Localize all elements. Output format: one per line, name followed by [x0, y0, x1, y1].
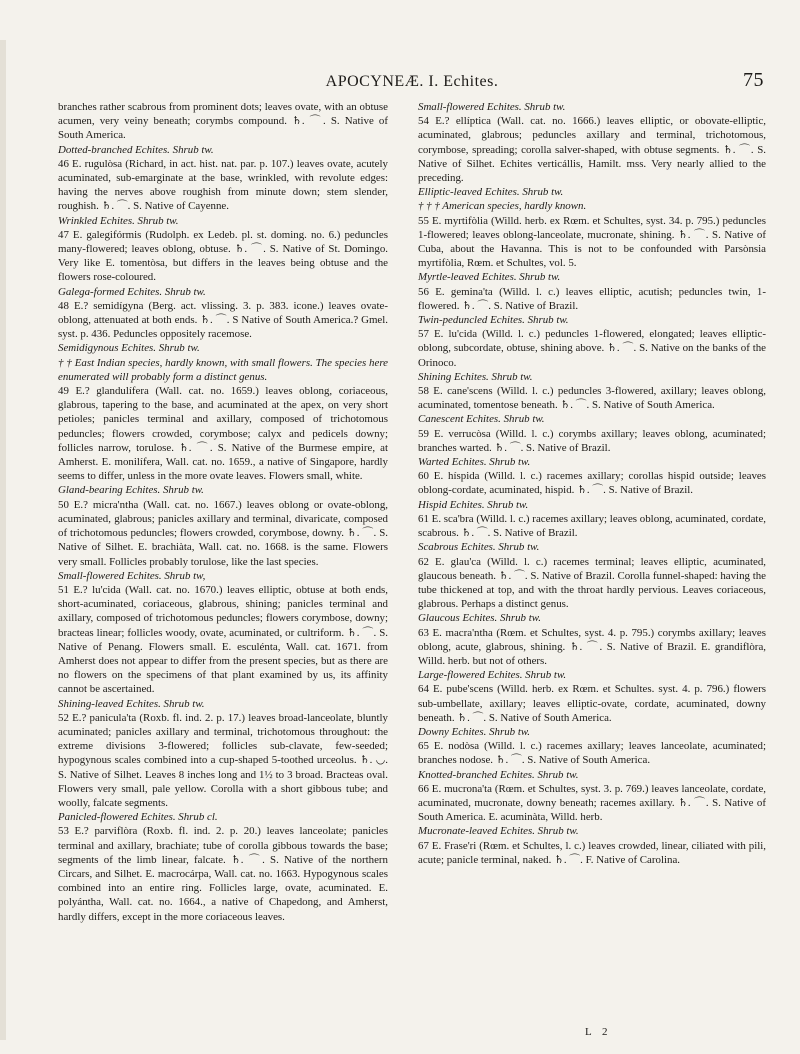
paragraph: 53 E.? parviflòra (Roxb. fl. ind. 2. p. 20.) leaves lanceolate; panicles terminal and axillary, brachiate; tube of corolla gibbous towards the base; segments of the limb linear, falcate. ♄. ⌒. S. Native of the northern Circars, and Silhet. E. macrocárpa, Wall. cat. no. 1663. Hypogynous scales combined into an entire ring. Follicles large, ovate, acuminated. E. polyántha, Wall. cat. no. 1664., a native of Chapedong, and Amherst, hardly differs, except in the more coriaceous leaves.: [58, 825, 388, 923]
paragraph: Large-flowered Echites. Shrub tw.: [418, 669, 567, 682]
paragraph: Downy Echites. Shrub tw.: [418, 725, 531, 738]
paragraph: Shining-leaved Echites. Shrub tw.: [58, 697, 205, 710]
paragraph: 56 E. gemina'ta (Willd. l. c.) leaves elliptic, acutish; peduncles twin, 1-flowered. ♄. ⌒. S. Native of Brazil.: [418, 285, 766, 312]
binding-shadow: [0, 40, 6, 1040]
paragraph: 58 E. cane'scens (Willd. l. c.) peduncles 3-flowered, axillary; leaves oblong, acuminated, tomentose beneath. ♄. ⌒. S. Native of South America.: [418, 385, 766, 412]
paragraph: Warted Echites. Shrub tw.: [418, 456, 531, 469]
paragraph: 66 E. mucrona'ta (Rœm. et Schultes, syst. 3. p. 769.) leaves lanceolate, cordate, acuminated, mucronate, downy beneath; racemes axillary. ♄. ⌒. S. Native of South America. E. acuminàta, Willd. herb.: [418, 782, 766, 824]
paragraph: 64 E. pube'scens (Willd. herb. ex Rœm. et Schultes. syst. 4. p. 796.) flowers sub-umbellate, axillary; leaves elliptic-ovate, cordate, acuminated, downy beneath. ♄. ⌒. S. Native of South America.: [418, 683, 766, 724]
signature-mark: L 2: [585, 1026, 612, 1038]
paragraph: Panicled-flowered Echites. Shrub cl.: [58, 811, 218, 824]
paragraph: 51 E.? lu'cida (Wall. cat. no. 1670.) leaves elliptic, obtuse at both ends, short-acuminated, coriaceous, glabrous, shining; panicles terminal and axillary, composed of trichotomous peduncles; flowers corymbose, downy; bracteas linear; follicles woody, ovate, acuminated, or cultriform. ♄. ⌒. S. Native of Penang. Flowers small. E. esculénta, Wall. cat. 1671. from Amherst does not appear to differ from the present species, but as there are no flowers on the specimens of that plant examined by us, its affinity cannot be ascertained.: [58, 583, 388, 696]
paragraph: 55 E. myrtifòlia (Willd. herb. ex Rœm. et Schultes, syst. 34. p. 795.) peduncles 1-flowered; leaves oblong-lanceolate, mucronate, shining. ♄. ⌒. S. Native of Cuba, about the Havanna. This is not to be confounded with Parsònsia myrtifòlia, Rœm. et Schultes, vol. 5.: [418, 214, 766, 270]
paragraph: Knotted-branched Echites. Shrub tw.: [418, 768, 579, 781]
paragraph: 48 E.? semidígyna (Berg. act. vlissing. 3. p. 383. icone.) leaves ovate-oblong, attenuated at both ends. ♄. ⌒. S Native of South America.? Gmel. syst. p. 436. Peduncles oppositely racemose.: [58, 299, 388, 341]
paragraph: Glaucous Echites. Shrub tw.: [418, 612, 541, 625]
paragraph: Mucronate-leaved Echites. Shrub tw.: [418, 825, 579, 838]
paragraph: 67 E. Frase'ri (Rœm. et Schultes, l. c.) leaves crowded, linear, ciliated with pili, acute; panicle terminal, naked. ♄. ⌒. F. Native of Carolina.: [418, 839, 766, 866]
paragraph: Hispid Echites. Shrub tw.: [418, 498, 529, 511]
paragraph: 54 E.? ellíptica (Wall. cat. no. 1666.) leaves elliptic, or obovate-elliptic, acuminated, glabrous; peduncles axillary and terminal, trichotomous, corymbose, spreading; corolla salver-shaped, with obtuse segments. ♄. ⌒. S. Native of Silhet. Echites verticállis, Hamilt. mss. Very nearly allied to the preceding.: [418, 115, 766, 185]
right-column: [418, 100, 766, 867]
paragraph: 60 E. híspida (Willd. l. c.) racemes axillary; corollas hispid outside; leaves oblong-cordate, acuminated, hispid. ♄. ⌒. S. Native of Brazil.: [418, 470, 766, 497]
paragraph: Galega-formed Echites. Shrub tw.: [58, 285, 206, 298]
paragraph: 57 E. lu'cida (Willd. l. c.) peduncles 1-flowered, elongated; leaves elliptic-oblong, subcordate, obtuse, shining above. ♄. ⌒. S. Native on the banks of the Orinoco.: [418, 328, 766, 369]
paragraph: 65 E. nodòsa (Willd. l. c.) racemes axillary; leaves lanceolate, acuminated; branches nodose. ♄. ⌒. S. Native of South America.: [418, 740, 766, 767]
paragraph: Canescent Echites. Shrub tw.: [418, 413, 545, 426]
paragraph: Wrinkled Echites. Shrub tw.: [58, 214, 179, 227]
paragraph: 62 E. glau'ca (Willd. l. c.) racemes terminal; leaves elliptic, acuminated, glaucous beneath. ♄. ⌒. S. Native of Brazil. Corolla funnel-shaped: having the tube thickened at top, and with the throat hardly pervious. Leaves coriaceous, glabrous. Perhaps a distinct genus.: [418, 555, 766, 611]
paragraph: Shining Echites. Shrub tw.: [418, 370, 533, 383]
running-title: APOCYNEÆ. I. Echites.: [325, 73, 499, 90]
paragraph: 49 E.? glandulífera (Wall. cat. no. 1659.) leaves oblong, coriaceous, glabrous, tapering to the base, and acuminated at the apex, on very short petioles; panicles terminal and axillary, composed of trichotomous peduncles; flowers crowded, corymbose; calyx and pedicels downy; follicles narrow, torulose. ♄. ⌒. S. Native of the Burmese empire, at Amherst. E. monilífera, Wall. cat. no. 1659., a native of Singapore, hardly seems to differ, unless in the more ovate leaves. Flowers small, white.: [58, 385, 388, 483]
paragraph: † † † American species, hardly known.: [418, 200, 587, 213]
page-header: [60, 69, 764, 97]
paragraph: Elliptic-leaved Echites. Shrub tw.: [418, 186, 564, 199]
paragraph: Myrtle-leaved Echites. Shrub tw.: [418, 271, 561, 284]
paragraph: Twin-peduncled Echites. Shrub tw.: [418, 314, 569, 327]
paragraph: branches rather scabrous from prominent dots; leaves ovate, with an obtuse acumen, very veiny beneath; corymbs compound. ♄. ⌒. S. Native of South America.: [58, 101, 388, 142]
paragraph: Gland-bearing Echites. Shrub tw.: [58, 484, 204, 497]
paragraph: Dotted-branched Echites. Shrub tw.: [58, 143, 214, 156]
paragraph: 47 E. galegifórmis (Rudolph. ex Ledeb. pl. st. doming. no. 6.) peduncles many-flowered; leaves oblong, obtuse. ♄. ⌒. S. Native of St. Domingo. Very like E. tomentòsa, but differs in the leaves being obtuse and the flowers rose-coloured.: [58, 228, 388, 284]
paragraph: 61 E. sca'bra (Willd. l. c.) racemes axillary; leaves oblong, acuminated, cordate, scabrous. ♄. ⌒. S. Native of Brazil.: [418, 512, 766, 540]
paragraph: 63 E. macra'ntha (Rœm. et Schultes, syst. 4. p. 795.) corymbs axillary; leaves oblong, acute, glabrous, shining. ♄. ⌒. S. Native of Brazil. E. grandiflòra, Willd. herb. but not of others.: [418, 626, 766, 667]
page-number: 75: [743, 69, 764, 91]
paragraph: Scabrous Echites. Shrub tw.: [418, 541, 540, 554]
paragraph: 52 E.? panicula'ta (Roxb. fl. ind. 2. p. 17.) leaves broad-lanceolate, bluntly acuminated; panicles axillary and terminal, trichotomous throughout: the extreme divisions 3-flowered; follicles sub-clavate, few-seeded; hypogynous scales combined into a cup-shaped 5-toothed urceolus. ♄. ◡. S. Native of Silhet. Leaves 8 inches long and 1½ to 3 broad. Bracteas oval. Flowers very small, pale yellow. Corolla with a short gibbous tube; and woolly, falcate segments.: [58, 711, 388, 809]
paragraph: 50 E.? micra'ntha (Wall. cat. no. 1667.) leaves oblong or ovate-oblong, acuminated, glabrous; panicles axillary and terminal, divaricate, composed of trichotomous peduncles; flowers crowded, corymbose, downy. ♄. ⌒. S. Native of Silhet. E. brachiàta, Wall. cat. no. 1668. is the same. Flowers very small. Follicles probably torulose, like the last species.: [58, 498, 388, 568]
left-column: [58, 100, 388, 924]
paragraph: 46 E. rugulòsa (Richard, in act. hist. nat. par. p. 107.) leaves ovate, acutely acuminated, sub-emarginate at the base, wrinkled, with revolute edges: having the nerves above roughish from minute down; stem slender, roughish. ♄. ⌒. S. Native of Cayenne.: [58, 157, 388, 213]
paragraph: † † East Indian species, hardly known, with small flowers. The species here enumerated will probably form a distinct genus.: [58, 356, 388, 383]
paragraph: Small-flowered Echites. Shrub tw.: [418, 101, 566, 113]
paragraph: 59 E. verrucòsa (Willd. l. c.) corymbs axillary; leaves oblong, acuminated; branches warted. ♄. ⌒. S. Native of Brazil.: [418, 427, 766, 454]
paragraph: Small-flowered Echites. Shrub tw,: [58, 569, 206, 582]
paragraph: Semidigynous Echites. Shrub tw.: [58, 342, 200, 355]
